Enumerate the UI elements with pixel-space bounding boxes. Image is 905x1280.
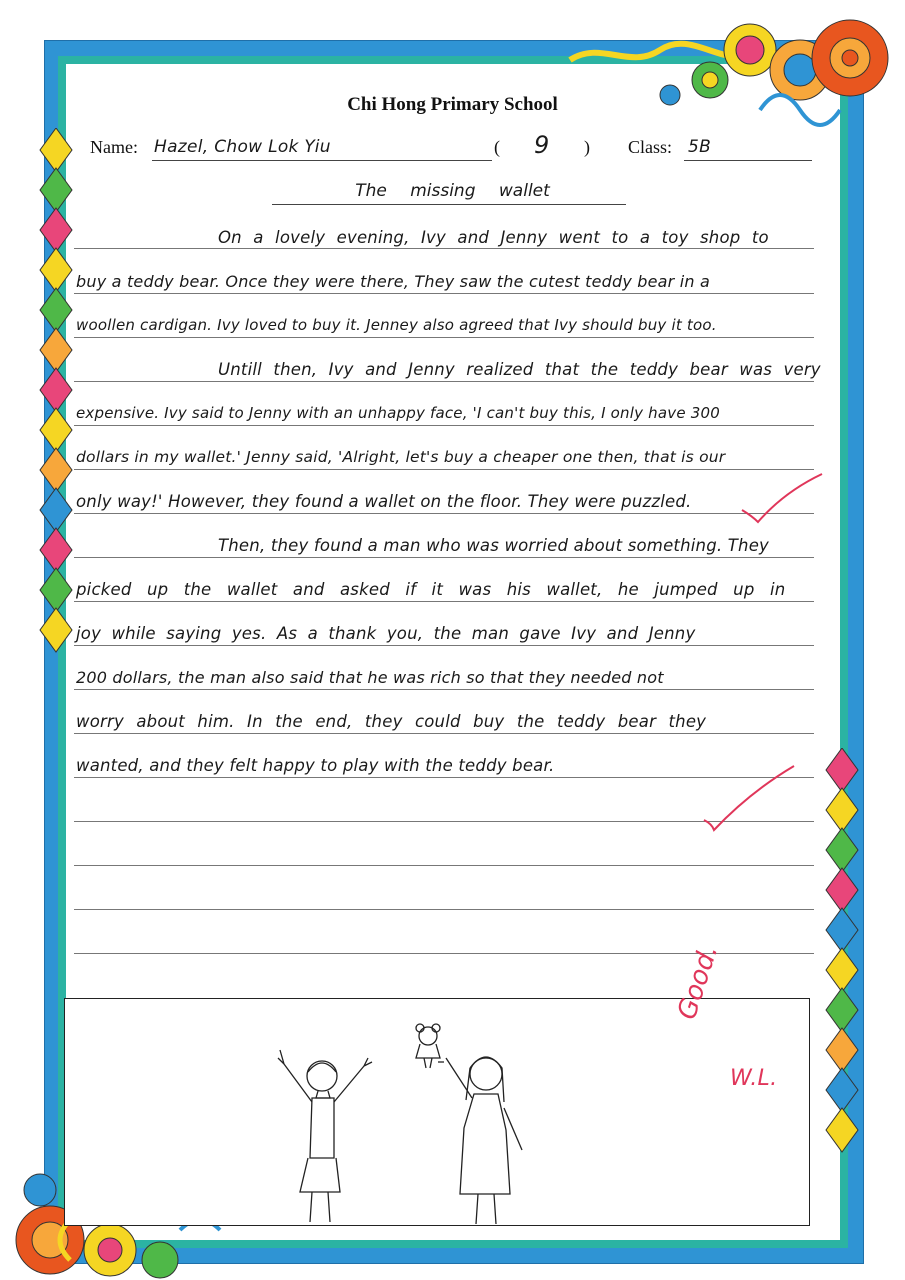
ruled-line (74, 293, 814, 294)
essay-line-11: 200 dollars, the man also said that he was rich so that they needed not (76, 668, 664, 687)
title-underline (272, 204, 626, 205)
essay-line-10: joy while saying yes. As a thank you, the man gave Ivy and Jenny (76, 624, 696, 643)
ruled-line (74, 557, 814, 558)
ruled-line (74, 425, 814, 426)
right-diamond-border (824, 748, 860, 1168)
ruled-line (74, 381, 814, 382)
teacher-comment: Good. (672, 941, 725, 1024)
essay-line-3: woollen cardigan. Ivy loved to buy it. Jenney also agreed that Ivy should buy it too. (76, 316, 717, 334)
ruled-line (74, 645, 814, 646)
ruled-line (74, 909, 814, 910)
essay-title: The missing wallet (355, 181, 550, 201)
school-name: Chi Hong Primary School (347, 94, 558, 115)
ruled-line (74, 733, 814, 734)
class-label: Class: (628, 137, 673, 157)
essay-line-9: picked up the wallet and asked if it was his wallet, he jumped up in (76, 580, 786, 599)
essay-line-5: expensive. Ivy said to Jenny with an unhappy face, 'I can't buy this, I only have 300 (76, 404, 720, 422)
name-underline (152, 160, 492, 161)
essay-line-8: Then, they found a man who was worried about something. They (218, 536, 770, 555)
name-label: Name: (90, 137, 138, 157)
essay-line-7: only way!' However, they found a wallet on the floor. They were puzzled. (76, 492, 692, 511)
teacher-initials: W.L. (730, 1066, 778, 1091)
ruled-line (74, 513, 814, 514)
children-drawing (260, 1018, 550, 1230)
essay-line-12: worry about him. In the end, they could buy the teddy bear they (76, 712, 707, 731)
student-name: Hazel, Chow Lok Yiu (154, 137, 331, 157)
student-number: 9 (534, 131, 550, 159)
left-diamond-border (38, 128, 74, 668)
top-right-swirl-decoration (560, 10, 900, 140)
ruled-line (74, 601, 814, 602)
class-value: 5B (688, 137, 712, 157)
ruled-line (74, 865, 814, 866)
essay-line-4: Untill then, Ivy and Jenny realized that the teddy bear was very (218, 360, 821, 379)
number-close-paren: ) (584, 137, 590, 157)
essay-line-13: wanted, and they felt happy to play with the teddy bear. (76, 756, 555, 775)
number-open-paren: ( (494, 137, 500, 157)
essay-line-2: buy a teddy bear. Once they were there, They saw the cutest teddy bear in a (76, 272, 711, 291)
ruled-line (74, 337, 814, 338)
essay-line-6: dollars in my wallet.' Jenny said, 'Alright, let's buy a cheaper one then, that is our (76, 448, 726, 466)
essay-line-1: On a lovely evening, Ivy and Jenny went to a toy shop to (218, 228, 769, 247)
ruled-line (74, 248, 814, 249)
ruled-line (74, 689, 814, 690)
teacher-tick-mark (738, 470, 828, 530)
teacher-tick-mark (700, 762, 800, 834)
ruled-line (74, 469, 814, 470)
class-underline (684, 160, 812, 161)
